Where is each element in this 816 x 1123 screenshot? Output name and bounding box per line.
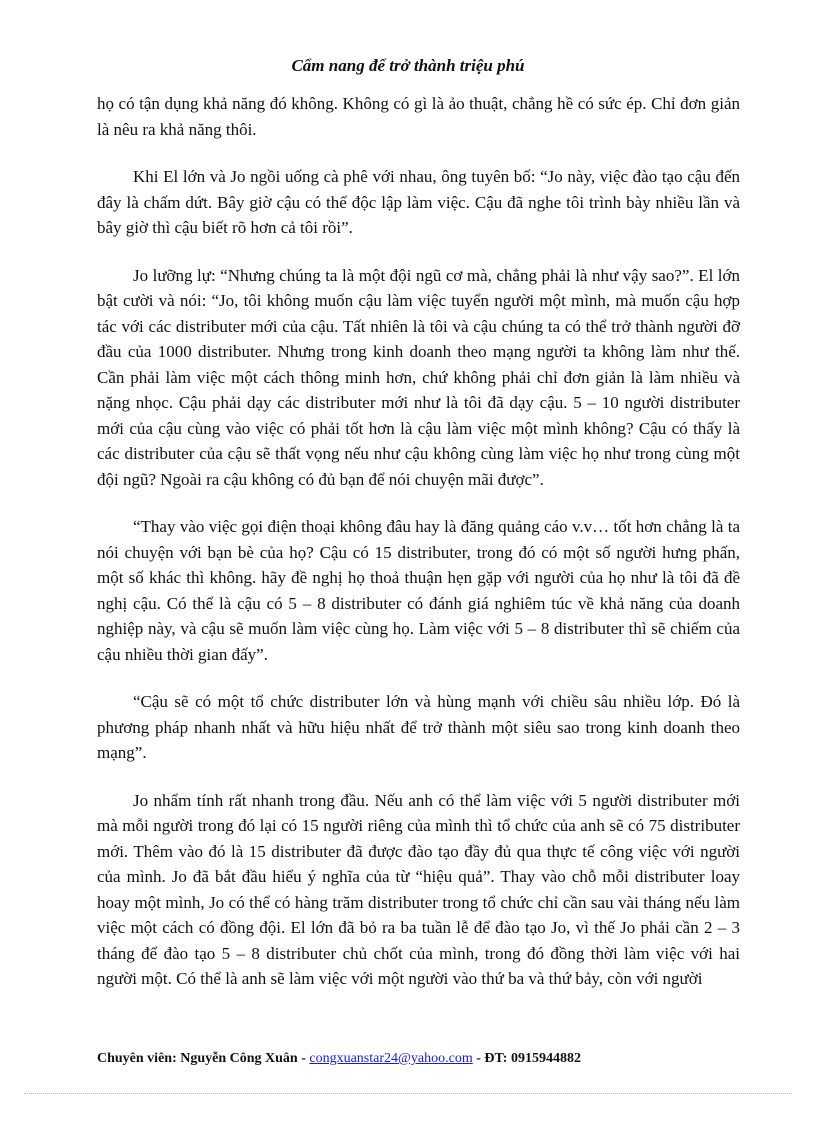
paragraph: Jo lưỡng lự: “Nhưng chúng ta là một đội ngũ cơ mà, chẳng phải là như vậy sao?”. El lớn bật cười và nói: “Jo, tôi không muốn cậu làm việc tuyển người một mình, mà muốn cậu hợp tác với các distributer mới của cậu. Tất nhiên là tôi và cậu chúng ta có thể trở thành người đỡ đầu của 1000 distributer. Nhưng trong kinh doanh theo mạng người ta không làm như thế. Cần phải làm việc một cách thông minh hơn, chứ không phải chỉ đơn giản là làm nhiều và nặng nhọc. Cậu phải dạy các distributer mới như là tôi đã dạy cậu. 5 – 10 người distributer mới của cậu cùng vào việc có phải tốt hơn là cậu làm việc một mình không? Cậu có thấy là các distributer của cậu sẽ thất vọng nếu như cậu không cùng làm việc họ như trong cùng một đội ngũ? Ngoài ra cậu không có đủ bạn để nói chuyện mãi được”. [97,265,740,489]
footer-email-link[interactable]: congxuanstar24@yahoo.com [309,1051,473,1066]
footer-author-label: Chuyên viên: Nguyễn Công Xuân - [97,1051,310,1066]
paragraph: “Thay vào việc gọi điện thoại không đâu hay là đăng quảng cáo v.v… tốt hơn chẳng là ta nói chuyện với bạn bè của họ? Cậu có 15 distributer, trong đó có một số người hưng phấn, một số khác thì không. hãy đề nghị họ thoả thuận hẹn gặp với người của họ như là tôi đã đề nghị cậu. Có thể là cậu có 5 – 8 distributer có đánh giá nghiêm túc về khả năng của doanh nghiệp này, và cậu sẽ muốn làm việc cùng họ. Làm việc với 5 – 8 distributer thì sẽ chiếm của cậu nhiều thời gian đấy”. [97,517,740,664]
running-header-title: Cẩm nang để trở thành triệu phú [291,56,525,75]
paragraph: “Cậu sẽ có một tổ chức distributer lớn và hùng mạnh với chiều sâu nhiều lớp. Đó là phương pháp nhanh nhất và hữu hiệu nhất để trở thành một siêu sao trong kinh doanh theo mạng”. [97,692,740,762]
paragraph-continued: họ có tận dụng khả năng đó không. Không có gì là ảo thuật, chẳng hề có sức ép. Chỉ đơn giản là nêu ra khả năng thôi. [97,94,740,139]
page-footer [97,1051,747,1067]
body-text [97,91,740,1014]
paragraph: Khi El lớn và Jo ngồi uống cà phê với nhau, ông tuyên bố: “Jo này, việc đào tạo cậu đến đây là chấm dứt. Bây giờ cậu có thể độc lập làm việc. Cậu đã nghe tôi trình bày nhiều lần và bây giờ thì cậu biết rõ hơn cả tôi rồi”. [97,167,740,237]
footer-phone: - ĐT: 0915944882 [472,1051,581,1066]
page-border-line [24,1093,792,1094]
paragraph: Jo nhẩm tính rất nhanh trong đầu. Nếu anh có thể làm việc với 5 người distributer mới mà mỗi người trong đó lại có 15 người riêng của mình thì tổ chức của anh sẽ có 75 distributer mới. Thêm vào đó là 15 distributer đã được đào tạo đầy đủ qua thực tế công việc với người của mình. Jo đã bắt đầu hiểu ý nghĩa của từ “hiệu quả”. Thay vào chỗ mỗi distributer loay hoay một mình, Jo có thể có hàng trăm distributer trong tổ chức chỉ cần sau vài tháng nếu làm việc một cách có đồng đội. El lớn đã bỏ ra ba tuần lễ để đào tạo Jo, vì thế Jo phải cần 2 – 3 tháng để đào tạo 5 – 8 distributer chủ chốt của mình, trong đó đồng thời làm việc với hai người một. Có thể là anh sẽ làm việc với một người vào thứ ba và thứ bảy, còn với người [97,790,740,988]
